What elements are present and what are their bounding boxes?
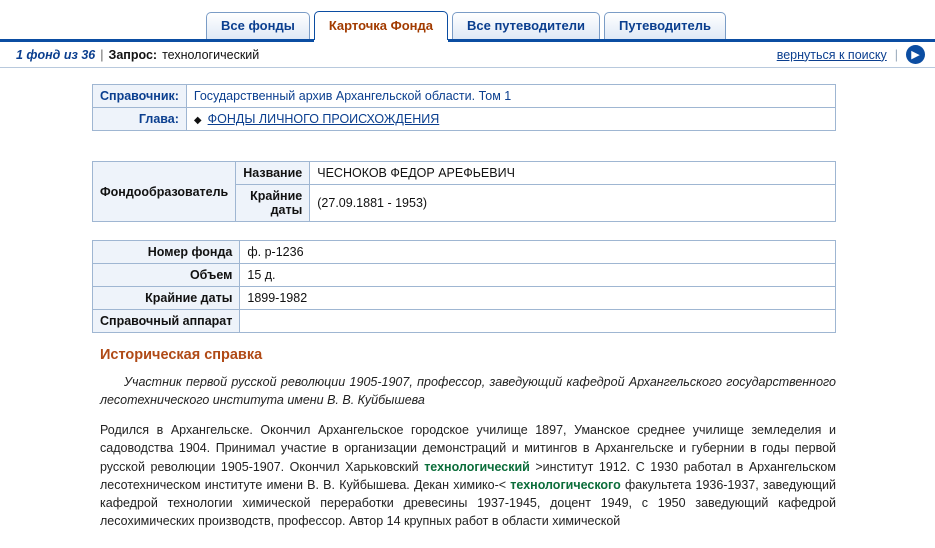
creator-name-label: Название <box>236 162 310 185</box>
table-row <box>93 241 836 264</box>
fund-number-value: ф. р-1236 <box>240 241 836 264</box>
query-label: Запрос: <box>108 47 158 62</box>
creator-table <box>92 161 836 222</box>
fund-volume-label: Объем <box>93 264 240 287</box>
creator-dates-label-line2: даты <box>270 203 303 217</box>
query-separator: | <box>100 47 104 62</box>
fund-details-table <box>92 240 836 333</box>
query-bar <box>0 42 935 68</box>
back-to-search-link[interactable]: вернуться к поиску <box>776 47 887 62</box>
toolbar-divider: | <box>894 47 898 62</box>
history-italic-note: Участник первой русской революции 1905-1907, профессор, заведующий кафедрой Архангельского государственного лесотехнического института имени В. В. Куйбышева <box>100 375 836 408</box>
handbook-label: Справочник: <box>93 85 187 108</box>
tab-fund-card[interactable]: Карточка Фонда <box>314 11 448 40</box>
fund-finding-aids-value <box>240 310 836 333</box>
history-highlight-1: технологический <box>424 459 530 474</box>
result-count: 1 фонд из 36 <box>16 47 96 62</box>
arrow-right-icon[interactable]: ▶ <box>906 45 925 64</box>
fund-volume-value: 15 д. <box>240 264 836 287</box>
tab-bar <box>0 0 935 42</box>
fund-card-content <box>0 68 935 530</box>
tab-guide[interactable]: Путеводитель <box>604 12 726 39</box>
history-title: Историческая справка <box>100 347 263 363</box>
history-highlight-2: технологического <box>510 477 621 492</box>
creator-dates-value: (27.09.1881 - 1953) <box>310 185 836 222</box>
chapter-link[interactable]: ФОНДЫ ЛИЧНОГО ПРОИСХОЖДЕНИЯ <box>207 112 440 126</box>
tab-all-funds[interactable]: Все фонды <box>206 12 310 39</box>
guide-table <box>92 84 836 131</box>
history-body-part2: >институт 1912. С 1930 работал в Архангельском лесотехническом институте имени В. В. Куйбышева. Декан химико-< <box>100 459 836 492</box>
creator-row-label: Фондообразователь <box>93 162 236 222</box>
creator-dates-label-line1: Крайние <box>250 189 303 203</box>
history-body-part1: Родился в Архангельске. Окончил Архангельское городское училище 1897, Уманское среднее училище земледелия и садоводства 1904. Принимал участие в организации демонстраций и митингов в Архангельске и губернии в годы первой русской революции 1905-1907. Окончил Харьковский <box>100 423 836 474</box>
history-body-part3: факультета 1936-1937, заведующий кафедрой технологии химической переработки древесины 1937-1945, доцент 1949, с 1950 заведующий кафедрой лесохимических производств, профессор. Автор 14 крупных работ в области химической <box>100 477 836 528</box>
creator-name-value: ЧЕСНОКОВ ФЕДОР АРЕФЬЕВИЧ <box>310 162 836 185</box>
tab-all-guides[interactable]: Все путеводители <box>452 12 600 39</box>
table-row <box>93 108 836 131</box>
table-row <box>93 310 836 333</box>
table-row <box>93 85 836 108</box>
history-body <box>100 421 836 530</box>
query-value: технологический <box>162 47 260 62</box>
fund-finding-aids-label: Справочный аппарат <box>93 310 240 333</box>
fund-dates-value: 1899-1982 <box>240 287 836 310</box>
block-spacer <box>92 139 885 161</box>
handbook-value: Государственный архив Архангельской области. Том 1 <box>186 85 835 108</box>
fund-number-label: Номер фонда <box>93 241 240 264</box>
fund-dates-label: Крайние даты <box>93 287 240 310</box>
table-row <box>93 162 836 185</box>
table-row <box>93 287 836 310</box>
diamond-bullet-icon: ◆ <box>193 115 202 126</box>
table-row <box>93 264 836 287</box>
chapter-label: Глава: <box>93 108 187 131</box>
creator-dates-label <box>236 185 310 222</box>
block-spacer <box>92 230 885 240</box>
chapter-cell <box>186 108 835 131</box>
